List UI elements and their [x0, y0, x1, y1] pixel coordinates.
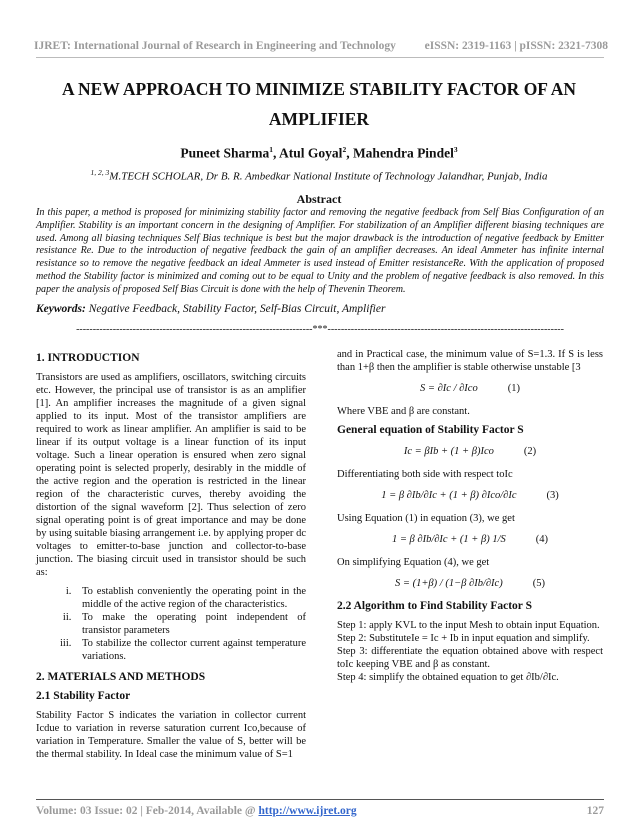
equation-number: (1)	[507, 383, 520, 394]
subsection-heading-stability: 2.1 Stability Factor	[36, 690, 131, 702]
author-list: Puneet Sharma$^1$, Atul Goyal$^2$, Mahendra Pindel$^3$	[180, 145, 458, 161]
affiliation	[0, 168, 638, 183]
algorithm-heading: 2.2 Algorithm to Find Stability Factor S	[337, 600, 532, 612]
affiliation-text: M.TECH SCHOLAR, Dr B. R. Ambedkar National Institute of Technology Jalandhar, Punjab, India	[109, 170, 548, 183]
right-column	[337, 348, 603, 684]
simplifying-text: On simplifying Equation (4), we get	[337, 557, 490, 568]
equation-5	[337, 577, 603, 590]
footer-volume	[36, 805, 357, 817]
keywords-text: Negative Feedback, Stability Factor, Self-Bias Circuit, Amplifier	[88, 303, 386, 315]
footer	[36, 805, 604, 817]
author-sup: 1	[269, 145, 274, 154]
equation-body: 1 = β ∂Ib/∂Ic + (1 + β) ∂Ico/∂Ic	[381, 490, 517, 501]
affiliation-sup: 1, 2, 3	[90, 168, 110, 177]
list-item: ii. To make the operating point independent of transistor parameters	[74, 611, 306, 637]
header-rule	[36, 57, 604, 58]
keywords-label: Keywords:	[36, 303, 86, 315]
author-name: Puneet Sharma	[180, 145, 270, 161]
section-heading-methods: 2. MATERIALS AND METHODS	[36, 671, 206, 683]
list-item: i. To establish conveniently the operating point in the middle of the active region of the characteristics.	[74, 585, 306, 611]
footer-text: Volume: 03 Issue: 02 | Feb-2014, Available @	[36, 805, 259, 817]
keywords	[36, 303, 604, 315]
equation-2	[337, 445, 603, 458]
page-number: 127	[586, 805, 604, 817]
equation-number: (3)	[546, 490, 559, 501]
using-text: Using Equation (1) in equation (3), we get	[337, 513, 515, 524]
equation-4	[337, 533, 603, 546]
equation-number: (4)	[535, 534, 549, 545]
abstract-heading: Abstract	[296, 192, 342, 206]
issn: eISSN: 2319-1163 | pISSN: 2321-7308	[424, 40, 608, 52]
footer-rule	[36, 799, 604, 800]
step: Step 4: simplify the obtained equation to get ∂Ib/∂Ic.	[337, 672, 559, 683]
continuation-paragraph: and in Practical case, the minimum value of S=1.3. If S is less than 1+β then the amplifier is stable otherwise unstable [3	[337, 349, 603, 373]
journal-link[interactable]: http://www.ijret.org	[258, 805, 357, 817]
equation-3	[337, 489, 603, 502]
biasing-list	[36, 585, 306, 663]
author-sup: 2	[342, 145, 347, 154]
general-equation-heading: General equation of Stability Factor S	[337, 424, 524, 436]
equation-number: (5)	[532, 578, 545, 589]
author-sup: 3	[453, 145, 458, 154]
author-name: Mahendra Pindel	[352, 145, 454, 161]
author-name: Atul Goyal	[279, 145, 343, 161]
separator: -----------------------------------------------------------------------***-----------------------------------------------------------------------	[76, 324, 564, 335]
list-item: iii. To stabilize the collector current against temperature variations.	[74, 637, 306, 663]
step: Step 3: differentiate the equation obtained above with respect toIc keeping VBE and β as constant.	[337, 646, 603, 670]
where-text: Where VBE and β are constant.	[337, 406, 470, 417]
section-heading-intro: 1. INTRODUCTION	[36, 352, 140, 364]
step: Step 2: SubstituteIe = Ic + Ib in input equation and simplify.	[337, 633, 590, 644]
intro-paragraph: Transistors are used as amplifiers, oscillators, switching circuits etc. However, the principal use of transistor is as an amplifier [1]. An amplifier increases the magnitude of a given signal applied to its input. Most of the transistor amplifiers are required to work as linear amplifier. An amplifier is said to be linear if its output voltage is a linear function of its input voltage. Such a linear operation is ensured when zero signal operating point is selected properly, desirably in the middle of the active region and the operation is restricted in the linear region of the characteristic curves, thereby avoiding the distortion of the signal waveform [2]. Thus selection of zero signal operating point is of great importance and may be done by using suitable biasing arrangement i.e. by applying proper dc voltages to emitter-to-base junction and collector-to-base junction. The biasing circuit used in transistor should be such as:	[36, 372, 306, 578]
left-column	[36, 348, 306, 767]
running-header	[34, 40, 608, 52]
stability-paragraph: Stability Factor S indicates the variation in collector current Icdue to variation in reverse saturation current Ico,because of variation in Temperature. Smaller the value of S, better will be the thermal stability. In Ideal case the minimum value of S=1	[36, 710, 306, 760]
equation-1	[337, 382, 603, 395]
paper-title: A NEW APPROACH TO MINIMIZE STABILITY FACTOR OF AN AMPLIFIER	[61, 79, 577, 129]
abstract-text: In this paper, a method is proposed for minimizing stability factor and removing the negative feedback from Self Bias Configuration of an Amplifier. Stability is an important concern in the designing of Amplifier. For stabilization of an Amplifier different biasing techniques are used. Among all biasing techniques Self Bias technique is best but the major drawback is the introduction of negative feedback by Emitter resistance Re. Due to the introduction of negative feedback the gain of an amplifier decreases. An ideal Ammeter has infinite internal resistance so to remove the negative feedback an ideal Ammeter is used instead of Emitter resistanceRe. With the application of proposed method the Stability factor is minimized and coming out to be equal to Unity and the problem of negative feedback is also removed. In this paper the analysis of proposed Self Bias Circuit is done with the help of Thevenin Theorem.	[36, 207, 604, 295]
equation-body: S = ∂Ic / ∂Ico	[420, 383, 478, 394]
equation-body: Ic = βIb + (1 + β)Ico	[403, 446, 494, 457]
journal-name: IJRET: International Journal of Research in Engineering and Technology	[34, 40, 396, 52]
equation-body: 1 = β ∂Ib/∂Ic + (1 + β) 1/S	[391, 534, 506, 545]
equation-body: S = (1+β) / (1−β ∂Ib/∂Ic)	[395, 578, 503, 589]
step: Step 1: apply KVL to the input Mesh to obtain input Equation.	[337, 620, 600, 631]
equation-number: (2)	[523, 446, 537, 457]
differentiating-text: Differentiating both side with respect toIc	[337, 469, 513, 480]
